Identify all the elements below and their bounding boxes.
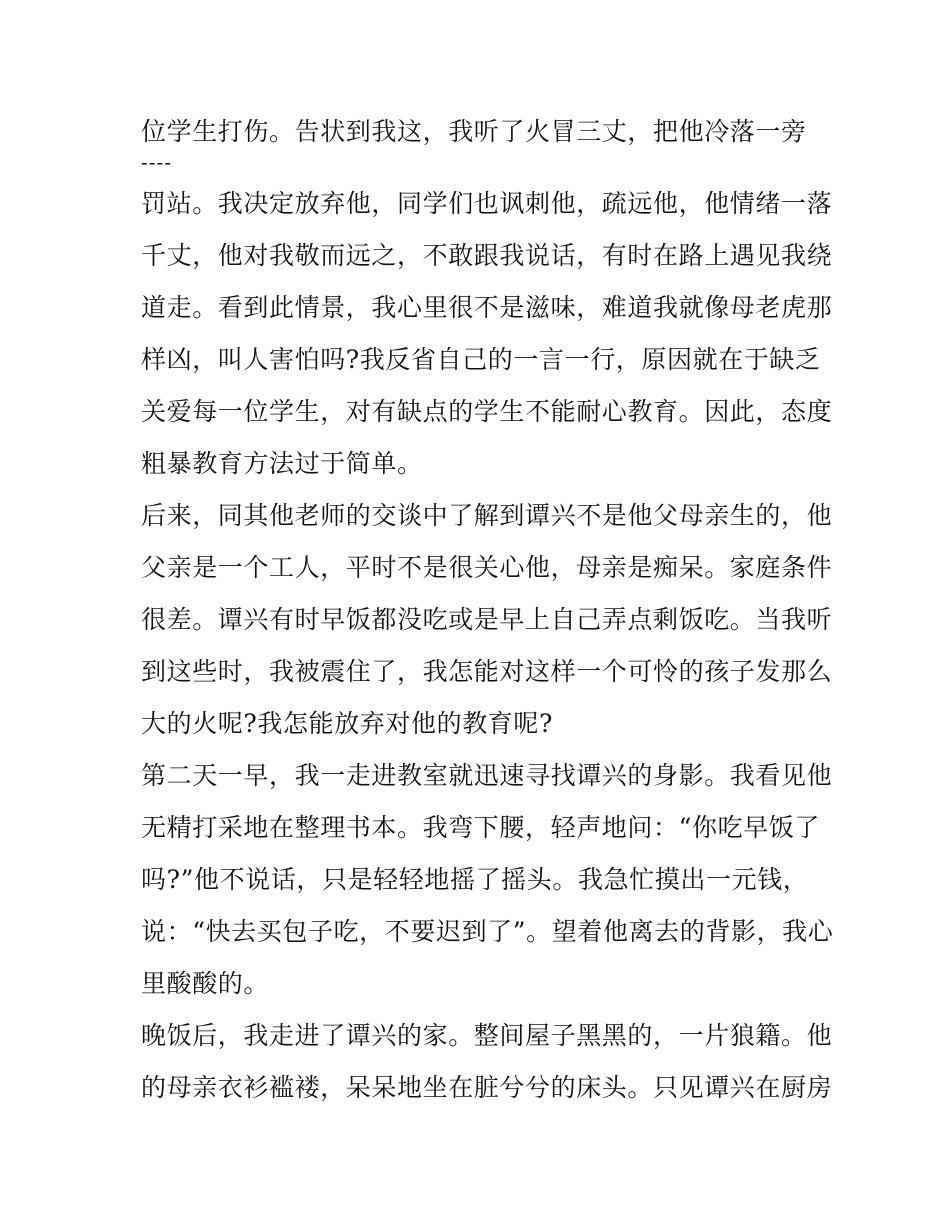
document-body — [141, 106, 834, 1114]
text-line: 粗暴教育方法过于简单。 — [141, 449, 423, 478]
text-line: 样凶，叫人害怕吗?我反省自己的一言一行，原因就在于缺乏 — [141, 345, 821, 374]
text-line: 大的火呢?我怎能放弃对他的教育呢? — [141, 709, 554, 738]
text-line: 说：“快去买包子吃，不要迟到了”。望着他离去的背影，我心 — [141, 917, 834, 946]
text-line: 的母亲衣衫褴褛，呆呆地坐在脏兮兮的床头。只见谭兴在厨房 — [141, 1073, 833, 1102]
text-line: 千丈，他对我敬而远之，不敢跟我说话，有时在路上遇见我绕 — [141, 241, 833, 270]
separator-dashes: ---- — [141, 150, 173, 174]
text-line: 罚站。我决定放弃他，同学们也讽刺他，疏远他，他情绪一落 — [141, 189, 833, 218]
text-line: 里酸酸的。 — [141, 969, 270, 998]
text-line: 关爱每一位学生，对有缺点的学生不能耐心教育。因此，态度 — [141, 397, 833, 426]
text-line: 吗?”他不说话，只是轻轻地摇了摇头。我急忙摸出一元钱， — [141, 865, 809, 894]
text-line: 很差。谭兴有时早饭都没吃或是早上自己弄点剩饭吃。当我听 — [141, 605, 833, 634]
text-line: 父亲是一个工人，平时不是很关心他，母亲是痴呆。家庭条件 — [141, 553, 833, 582]
text-line: 位学生打伤。告状到我这，我听了火冒三丈，把他冷落一旁 — [141, 117, 807, 146]
text-line: 无精打采地在整理书本。我弯下腰，轻声地问：“你吃早饭了 — [141, 813, 820, 842]
text-line: 后来，同其他老师的交谈中了解到谭兴不是他父母亲生的，他 — [141, 501, 833, 530]
text-line: 晚饭后，我走进了谭兴的家。整间屋子黑黑的，一片狼籍。他 — [141, 1021, 833, 1050]
text-line: 到这些时，我被震住了，我怎能对这样一个可怜的孩子发那么 — [141, 657, 833, 686]
text-line: 道走。看到此情景，我心里很不是滋味，难道我就像母老虎那 — [141, 293, 833, 322]
text-line: 第二天一早，我一走进教室就迅速寻找谭兴的身影。我看见他 — [141, 761, 833, 790]
